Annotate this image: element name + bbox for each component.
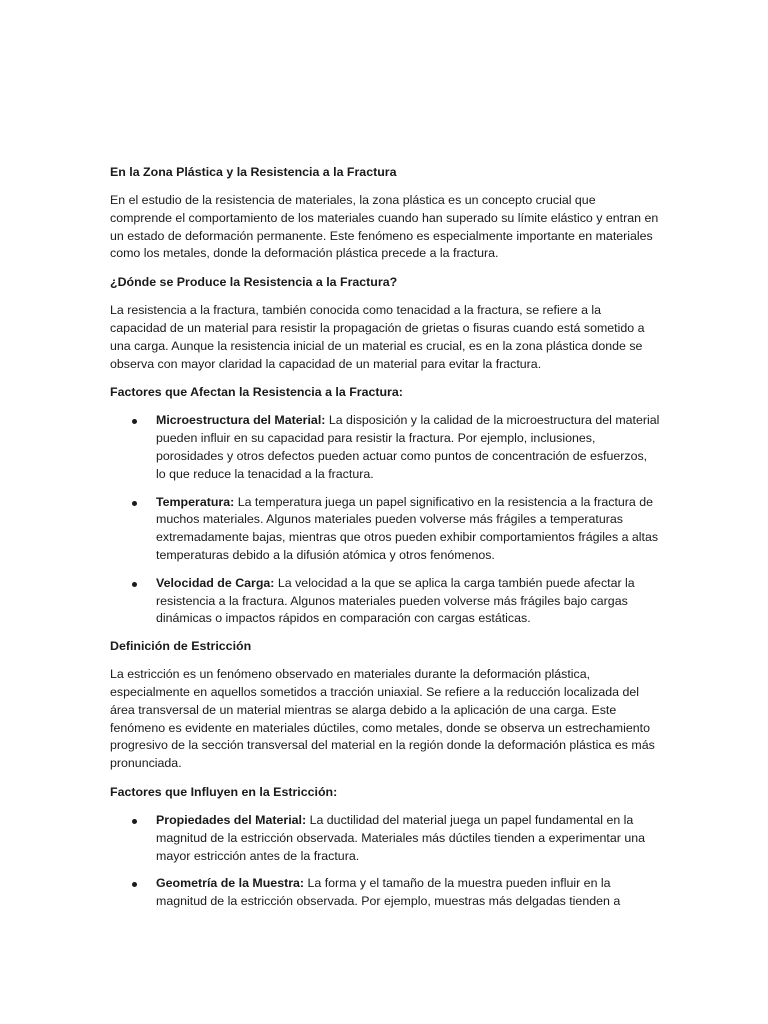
intro-paragraph: En el estudio de la resistencia de materiales, la zona plástica es un concepto crucial que comprende el comportamiento de los materiales cuando han superado su límite elástico y entran en un estado de deformación permanente. Este fenómeno es especialmente importante en materiales como los metales, donde la deformación plástica precede a la fractura.: [110, 193, 659, 261]
list-item: [110, 812, 660, 865]
bullet-icon: [132, 819, 137, 824]
list-item-term: Geometría de la Muestra:: [156, 876, 305, 891]
list-item: [110, 494, 660, 565]
list-item-term: Velocidad de Carga:: [156, 575, 275, 590]
list-item-term: Temperatura:: [156, 494, 235, 509]
list-item-text: La forma y el tamaño de la muestra pueden influir en la magnitud de la estricción observada. Por ejemplo, muestras más delgadas tienden a: [156, 876, 621, 909]
list-item-term: Propiedades del Material:: [156, 812, 307, 827]
bullet-icon: [132, 419, 137, 424]
list-item: [110, 575, 660, 628]
list-item: [110, 875, 660, 911]
document-title: En la Zona Plástica y la Resistencia a la Fractura: [110, 165, 397, 179]
section-heading-necking-factors: Factores que Influyen en la Estricción:: [110, 784, 338, 799]
necking-factors-list: [110, 812, 660, 911]
section-heading-fracture-factors: Factores que Afectan la Resistencia a la Fractura:: [110, 385, 403, 400]
list-item-text: La velocidad a la que se aplica la carga también puede afectar la resistencia a la fractura. Algunos materiales pueden volverse más frágiles bajo cargas dinámicas o impactos rápidos en comparación con cargas estáticas.: [156, 575, 635, 626]
list-item-text: La disposición y la calidad de la microestructura del material pueden influir en su capacidad para resistir la fractura. Por ejemplo, inclusiones, porosidades y otros defectos pueden actuar como puntos de concentración de esfuerzos, lo que reduce la tenacidad a la fractura.: [156, 413, 660, 481]
list-item-text: La temperatura juega un papel significativo en la resistencia a la fractura de muchos materiales. Algunos materiales pueden volverse más frágiles a temperaturas extremadamente bajas, mientras que otros pueden exhibir comportamientos frágiles a altas temperaturas debido a la difusión atómica y otros fenómenos.: [156, 494, 659, 562]
list-item: [110, 412, 660, 483]
bullet-icon: [132, 882, 137, 887]
section-heading-fracture-location: ¿Dónde se Produce la Resistencia a la Fractura?: [110, 275, 398, 290]
bullet-icon: [132, 501, 137, 506]
section-heading-necking-definition: Definición de Estricción: [110, 639, 252, 654]
fracture-factors-list: [110, 412, 660, 628]
bullet-icon: [132, 582, 137, 587]
necking-paragraph: La estricción es un fenómeno observado en materiales durante la deformación plástica, especialmente en aquellos sometidos a tracción uniaxial. Se refiere a la reducción localizada del área transversal de un material mientras se alarga debido a la aplicación de una carga. Este fenómeno es evidente en materiales dúctiles, como metales, donde se observa un estrechamiento progresivo de la sección transversal del material en la región donde la deformación plástica es más pronunciada.: [110, 667, 655, 771]
list-item-term: Microestructura del Material:: [156, 413, 326, 428]
fracture-resistance-paragraph: La resistencia a la fractura, también conocida como tenacidad a la fractura, se refiere a la capacidad de un material para resistir la propagación de grietas o fisuras cuando está sometido a una carga. Aunque la resistencia inicial de un material es crucial, es en la zona plástica donde se observa con mayor claridad la capacidad de un material para evitar la fractura.: [110, 303, 645, 371]
list-item-text: La ductilidad del material juega un papel fundamental en la magnitud de la estricción observada. Materiales más dúctiles tienden a experimentar una mayor estricción antes de la fractura.: [156, 812, 646, 863]
